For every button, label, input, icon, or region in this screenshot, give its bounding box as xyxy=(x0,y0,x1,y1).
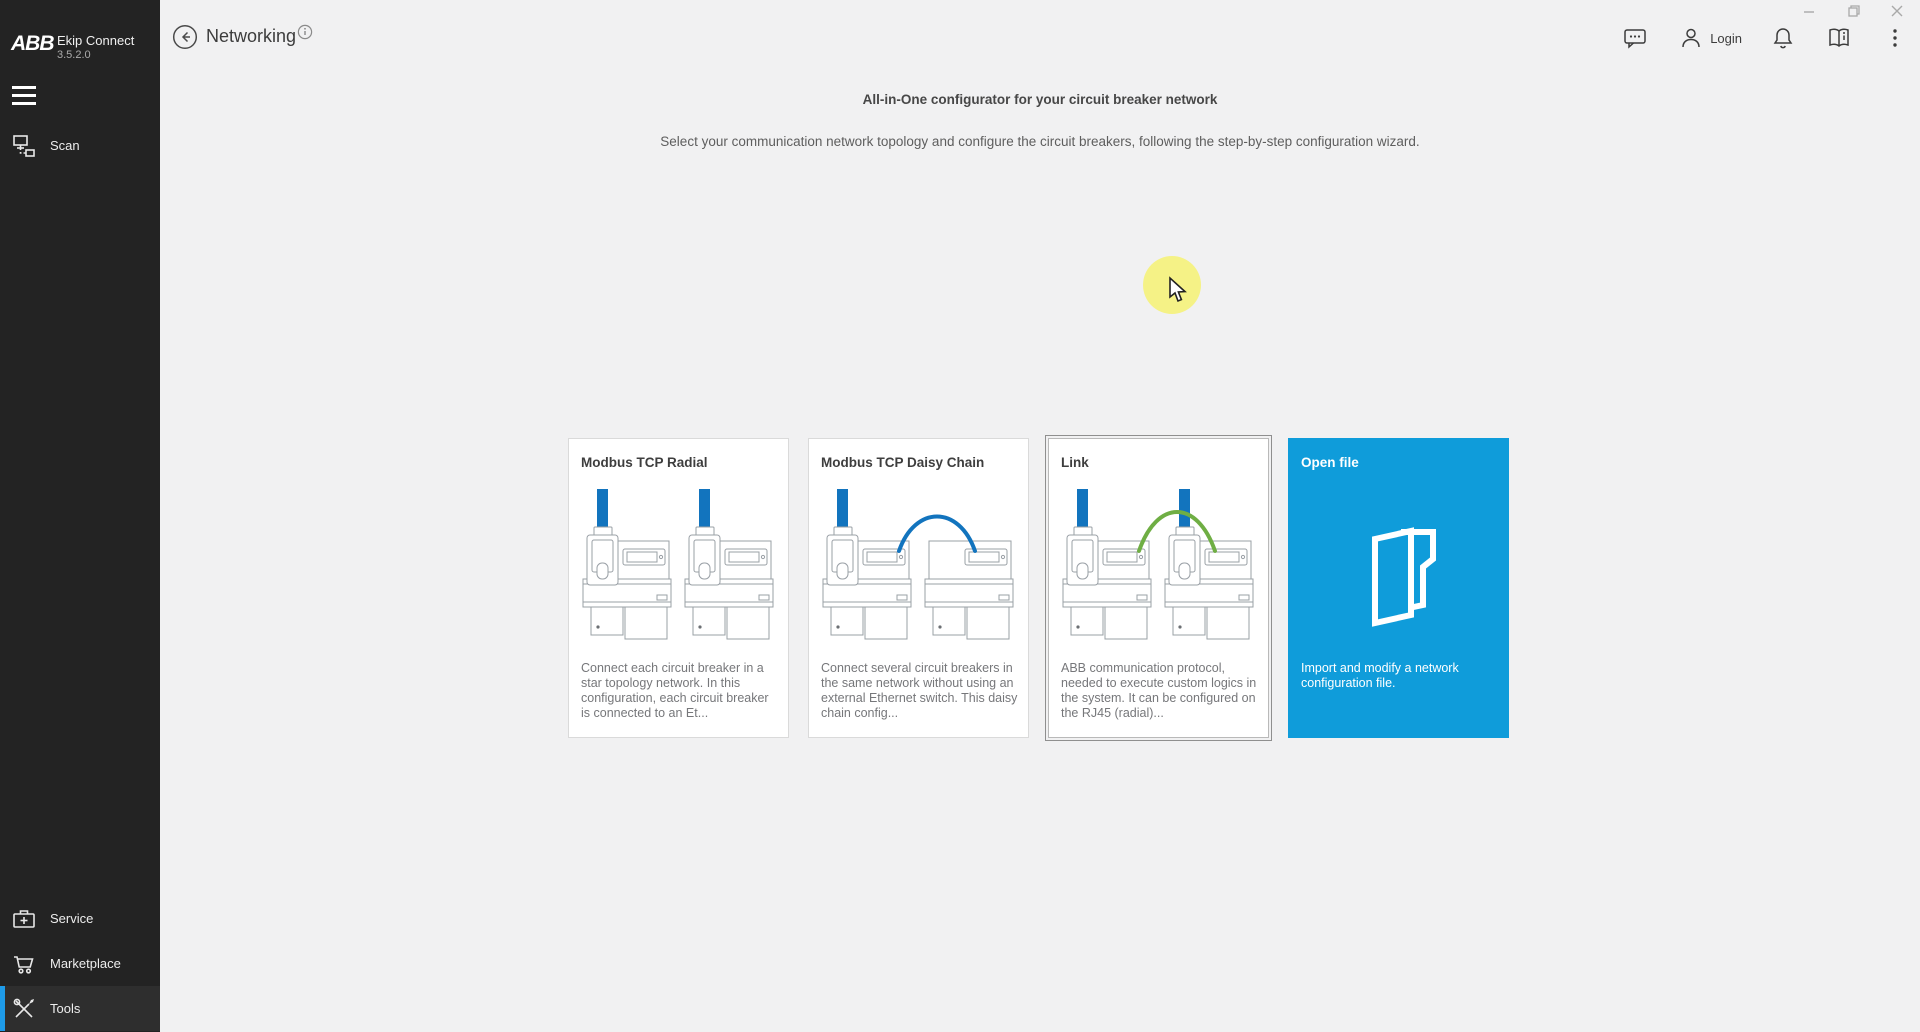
service-case-icon xyxy=(11,906,37,932)
header-actions xyxy=(1622,24,1908,52)
sidebar-item-label: Marketplace xyxy=(50,956,121,971)
user-icon xyxy=(1678,25,1704,51)
mouse-cursor xyxy=(1166,276,1190,304)
window-controls xyxy=(1800,2,1906,20)
page-title: Networking xyxy=(206,26,297,46)
card-description: Connect each circuit breaker in a star topology network. In this configuration, each circuit breaker is connected to an Et... xyxy=(581,661,769,720)
cart-icon xyxy=(11,951,37,977)
card-description: Connect several circuit breakers in the same network without using an external Ethernet switch. This daisy chain config... xyxy=(821,661,1018,720)
tools-icon xyxy=(11,996,37,1022)
kebab-menu-icon[interactable] xyxy=(1882,25,1908,51)
sidebar-item-label: Service xyxy=(50,911,94,926)
abb-logo: ABB xyxy=(11,32,54,55)
card-title: Link xyxy=(1061,455,1089,470)
sidebar-item-label: Scan xyxy=(50,138,80,153)
card-description: Import and modify a network configuration file. xyxy=(1301,661,1459,690)
minimize-button[interactable] xyxy=(1800,2,1818,20)
close-button[interactable] xyxy=(1888,2,1906,20)
hamburger-menu-icon[interactable] xyxy=(12,86,36,105)
restore-button[interactable] xyxy=(1844,2,1862,20)
sidebar-item-tools[interactable] xyxy=(0,986,160,1031)
brand-block xyxy=(0,0,160,72)
configurator-subtitle: Select your communication network topology and configure the circuit breakers, following the step-by-step configuration wizard. xyxy=(660,134,1420,149)
info-icon[interactable] xyxy=(297,24,313,40)
login-button[interactable] xyxy=(1678,25,1742,51)
card-link[interactable] xyxy=(1048,438,1269,738)
app-version: 3.5.2.0 xyxy=(57,49,91,61)
login-label: Login xyxy=(1710,30,1742,46)
app-name: Ekip Connect xyxy=(57,33,135,48)
sidebar-item-label: Tools xyxy=(50,1001,81,1016)
card-title: Modbus TCP Radial xyxy=(581,455,708,470)
radial-topology-illustration xyxy=(579,479,779,651)
card-description: ABB communication protocol, needed to execute custom logics in the system. It can be configured on the RJ45 (radial)... xyxy=(1061,661,1257,720)
sidebar-item-marketplace[interactable] xyxy=(0,941,160,986)
notifications-bell-icon[interactable] xyxy=(1770,25,1796,51)
link-topology-illustration xyxy=(1059,479,1259,651)
card-open-file[interactable] xyxy=(1288,438,1509,738)
sidebar xyxy=(0,0,160,1032)
feedback-chat-icon[interactable] xyxy=(1622,25,1648,51)
configurator-title: All-in-One configurator for your circuit breaker network xyxy=(862,92,1218,107)
card-modbus-tcp-daisy-chain[interactable] xyxy=(808,438,1029,738)
daisy-chain-topology-illustration xyxy=(819,479,1019,651)
scan-network-icon xyxy=(11,133,37,159)
back-button[interactable] xyxy=(172,24,198,50)
card-title: Modbus TCP Daisy Chain xyxy=(821,455,985,470)
open-file-icon xyxy=(1349,521,1449,631)
card-modbus-tcp-radial[interactable] xyxy=(568,438,789,738)
help-book-icon[interactable] xyxy=(1826,25,1852,51)
sidebar-item-service[interactable] xyxy=(0,896,160,941)
card-title: Open file xyxy=(1301,455,1359,470)
sidebar-item-scan[interactable] xyxy=(0,123,160,168)
